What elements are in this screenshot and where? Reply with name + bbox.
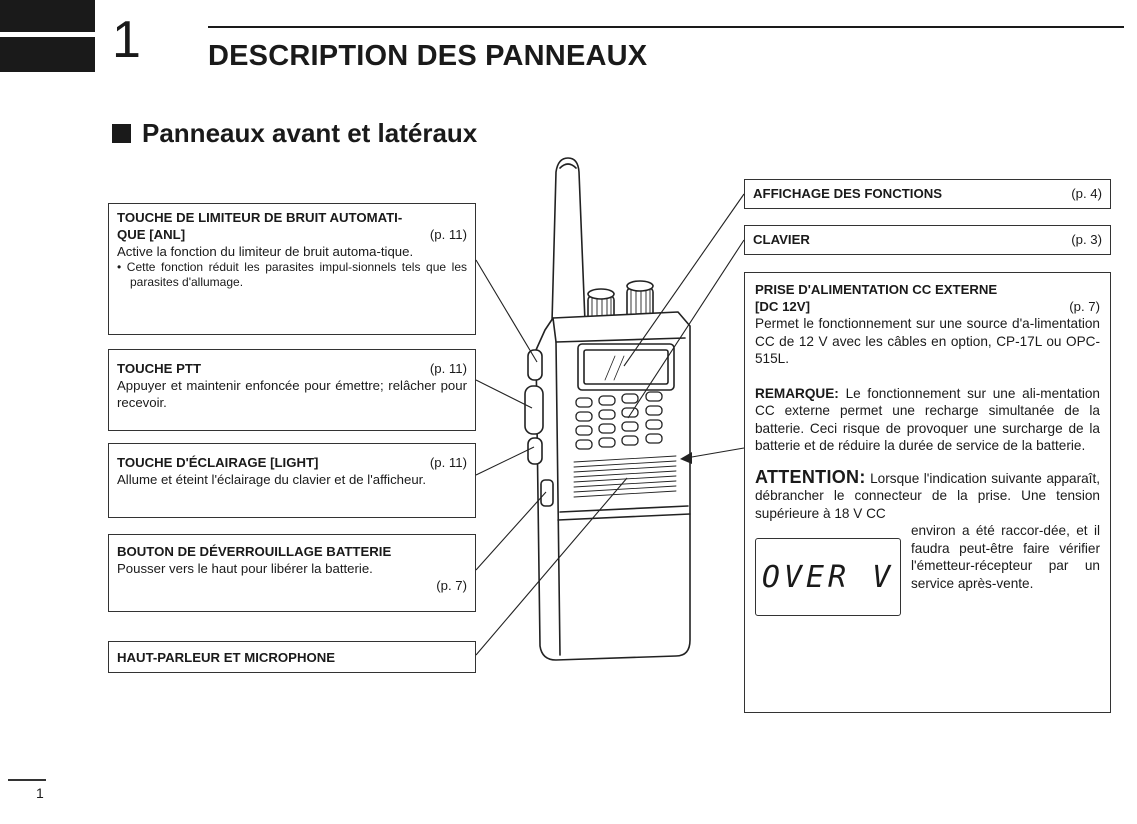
chapter-title: DESCRIPTION DES PANNEAUX [208,40,648,72]
ptt-description: Appuyer et maintenir enfoncée pour émettre; relâcher pour recevoir. [117,378,467,410]
chapter-number: 1 [112,11,141,69]
dc-description: Permet le fonctionnement sur une source d'a-limentation CC de 12 V avec les câbles en option, CP-17L ou OPC-515L. [755,316,1100,366]
ptt-title: TOUCHE PTT [117,361,202,376]
speaker-title: HAUT-PARLEUR ET MICROPHONE [117,650,336,665]
page-number: 1 [36,785,44,801]
attention-text: Lorsque l'indication suivante apparaît, débrancher le connecteur de la prise. Une tension supérieure à 18 V CC [755,470,1100,521]
battery-description: Pousser vers le haut pour libérer la batterie. [117,561,373,576]
attention-label: ATTENTION: [755,466,866,487]
note-label: REMARQUE: [755,385,839,401]
ptt-page-ref: (p. 11) [429,361,467,376]
anl-title-line2: QUE [ANL] [117,227,186,242]
note-text: Le fonctionnement sur une ali-mentation CC externe permet une recharge simultanée de la batterie. Ceci risque de provoquer une surcharge de la batterie et de réduire la durée de service de la batterie. [755,385,1100,453]
light-page-ref: (p. 11) [429,455,467,470]
dc-page-ref: (p. 7) [1069,299,1100,314]
display-title: AFFICHAGE DES FONCTIONS [753,186,943,201]
light-description: Allume et éteint l'éclairage du clavier et de l'afficheur. [117,472,427,487]
dc-title-line1: PRISE D'ALIMENTATION CC EXTERNE [755,282,998,297]
anl-title-line1: TOUCHE DE LIMITEUR DE BRUIT AUTOMATI- [117,210,403,225]
display-page-ref: (p. 4) [1071,186,1102,201]
section-title: Panneaux avant et latéraux [142,118,478,148]
lcd-text: OVER V [761,559,895,595]
anl-description: Active la fonction du limiteur de bruit automa-tique. [117,244,414,259]
attention-side-text: environ a été raccor-dée, et il faudra peut-être faire vérifier l'émetteur-récepteur par un service après-vente. [911,523,1100,591]
anl-bullet-note: • Cette fonction réduit les parasites impul-sionnels tels que les parasites d'allumage. [117,260,467,289]
anl-page-ref: (p. 11) [429,227,467,242]
battery-page-ref: (p. 7) [436,578,467,593]
dc-title-line2: [DC 12V] [755,299,810,314]
footer-rule [8,779,46,781]
keypad-title: CLAVIER [753,232,810,247]
light-title: TOUCHE D'ÉCLAIRAGE [LIGHT] [117,455,319,470]
battery-title: BOUTON DE DÉVERROUILLAGE BATTERIE [117,544,392,559]
keypad-page-ref: (p. 3) [1071,232,1102,247]
